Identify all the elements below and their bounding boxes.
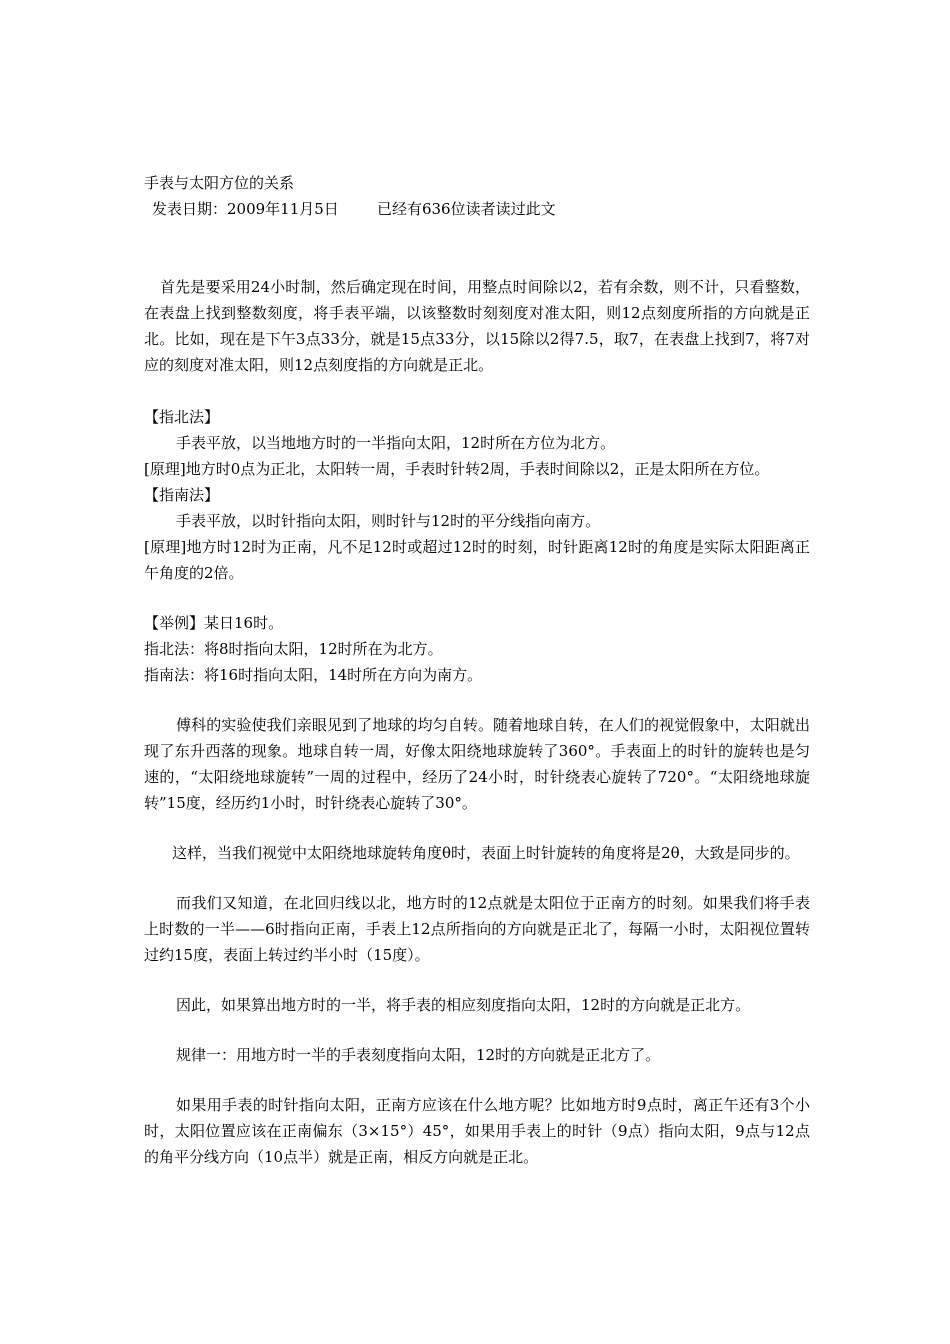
article-meta bbox=[152, 196, 810, 222]
north-method-principle: [原理]地方时0点为正北，太阳转一周，手表时针转2周，手表时间除以2，正是太阳所在方位。 bbox=[144, 460, 770, 478]
spacer bbox=[144, 1018, 810, 1042]
reader-count: 已经有636位读者读过此文 bbox=[376, 200, 556, 218]
example-heading: 【举例】某日16时。 bbox=[144, 614, 284, 632]
spacer bbox=[144, 816, 810, 840]
north-method-heading: 【指北法】 bbox=[144, 408, 220, 426]
intro-paragraph: 首先是要采用24小时制，然后确定现在时间，用整点时间除以2，若有余数，则不计，只看整数，在表盘上找到整数刻度，将手表平端，以该整数时刻刻度对准太阳，则12点刻度所指的方向就是正北。比如，现在是下午3点33分，就是15点33分，以15除以2得7.5，取7，在表盘上找到7，将7对应的刻度对准太阳，则12点刻度指的方向就是正北。 bbox=[144, 278, 810, 374]
spacer bbox=[144, 866, 810, 890]
north-method-text: 手表平放，以当地地方时的一半指向太阳，12时所在方位为北方。 bbox=[176, 434, 616, 452]
rule-one-paragraph: 规律一：用地方时一半的手表刻度指向太阳，12时的方向就是正北方了。 bbox=[176, 1046, 661, 1064]
spacer bbox=[144, 378, 810, 404]
publish-date: 发表日期：2009年11月5日 bbox=[152, 200, 339, 218]
spacer bbox=[144, 968, 810, 992]
spacer bbox=[144, 688, 810, 712]
hour-hand-paragraph: 如果用手表的时针指向太阳，正南方应该在什么地方呢？比如地方时9点时，离正午还有3个小时，太阳位置应该在正南偏东（3×15°）45°，如果用手表上的时针（9点）指向太阳，9点与12点的角平分线方向（10点半）就是正南，相反方向就是正北。 bbox=[144, 1096, 810, 1166]
article-title: 手表与太阳方位的关系 bbox=[144, 174, 295, 192]
south-method-principle: [原理]地方时12时为正南，凡不足12时或超过12时的时刻，时针距离12时的角度是实际太阳距离正午角度的2倍。 bbox=[144, 538, 810, 582]
example-south: 指南法：将16时指向太阳，14时所在方向为南方。 bbox=[144, 666, 483, 684]
south-method-heading: 【指南法】 bbox=[144, 486, 220, 504]
spacer bbox=[144, 222, 810, 274]
spacer bbox=[144, 1068, 810, 1092]
therefore-paragraph: 因此，如果算出地方时的一半，将手表的相应刻度指向太阳，12时的方向就是正北方。 bbox=[176, 996, 751, 1014]
foucault-paragraph: 傅科的实验使我们亲眼见到了地球的均匀自转。随着地球自转，在人们的视觉假象中，太阳就出现了东升西落的现象。地球自转一周，好像太阳绕地球旋转了360°。手表面上的时针的旋转也是匀速的，“太阳绕地球旋转”一周的过程中，经历了24小时，时针绕表心旋转了720°。“太阳绕地球旋转”15度，经历约1小时，时针绕表心旋转了30°。 bbox=[144, 716, 810, 812]
south-method-text: 手表平放，以时针指向太阳，则时针与12时的平分线指向南方。 bbox=[176, 512, 601, 530]
noon-paragraph: 而我们又知道，在北回归线以北，地方时的12点就是太阳位于正南方的时刻。如果我们将手表上时数的一半——6时指向正南，手表上12点所指向的方向就是正北了，每隔一小时，太阳视位置转过约15度，表面上转过约半小时（15度）。 bbox=[144, 894, 810, 964]
spacer bbox=[144, 586, 810, 610]
sync-paragraph: 这样，当我们视觉中太阳绕地球旋转角度θ时，表面上时针旋转的角度将是2θ，大致是同步的。 bbox=[172, 844, 800, 862]
example-north: 指北法：将8时指向太阳，12时所在为北方。 bbox=[144, 640, 443, 658]
document-body bbox=[144, 170, 810, 1170]
